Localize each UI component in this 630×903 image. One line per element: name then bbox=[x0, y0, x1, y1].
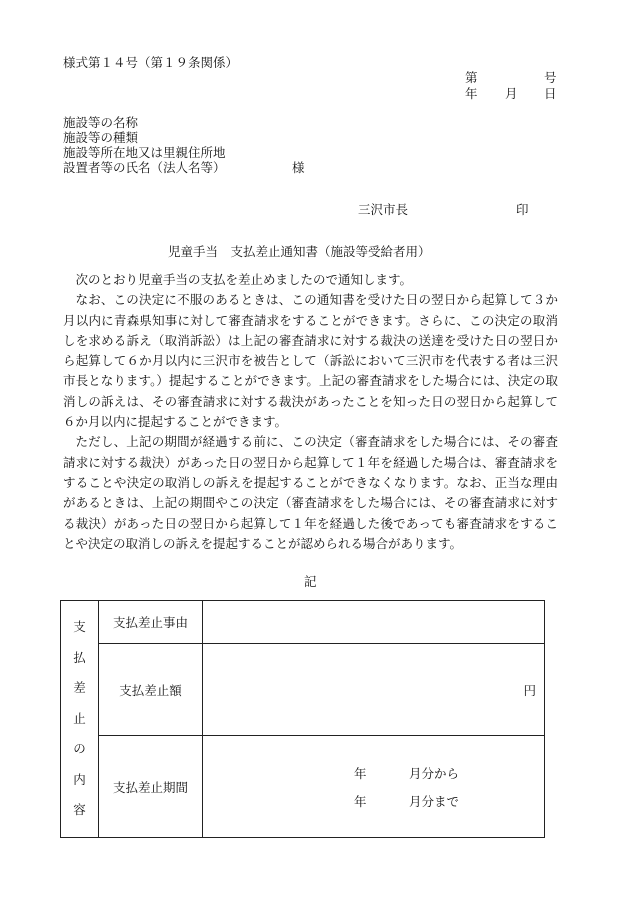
amount-unit: 円 bbox=[523, 682, 536, 698]
establisher-name-label: 設置者等の氏名（法人名等） bbox=[63, 160, 226, 175]
doc-number-prefix: 第 bbox=[465, 70, 478, 85]
date-month: 月 bbox=[505, 86, 518, 101]
period-to-month: 月分まで bbox=[409, 794, 460, 809]
honorific: 様 bbox=[292, 160, 305, 175]
amount-label: 支払差止額 bbox=[99, 644, 203, 736]
suspension-details-table bbox=[60, 600, 545, 838]
period-from-year: 年 bbox=[354, 766, 367, 781]
facility-address-label: 施設等所在地又は里親住所地 bbox=[63, 145, 226, 160]
document-title: 児童手当 支払差止通知書（施設等受給者用） bbox=[168, 244, 431, 259]
date-day: 日 bbox=[544, 86, 557, 101]
period-to-year: 年 bbox=[354, 794, 367, 809]
body-paragraph: なお、この決定に不服のあるときは、この通知書を受けた日の翌日から起算して３か月以内に青森県知事に対して審査請求をすることができます。さらに、この決定の取消しを求める訴え（取消訴訟）は上記の審査請求に対する裁決の送達を受けた日の翌日から起算して６か月以内に三沢市を被告として（訴訟において三沢市を代表する者は三沢市長となります。）提起することができます。上記の審査請求をした場合には、決定の取消しの訴えは、その審査請求に対する裁決があったことを知った日の翌日から起算して６か月以内に提起することができます。 bbox=[63, 292, 558, 430]
doc-number-suffix: 号 bbox=[544, 70, 557, 85]
body-paragraph: ただし、上記の期間が経過する前に、この決定（審査請求をした場合には、その審査請求に対する裁決）があった日の翌日から起算して１年を経過した場合は、審査請求をすることや決定の取消しの訴えを提起することができなくなります。なお、正当な理由があるときは、上記の期間やこの決定（審査請求をした場合には、その審査請求に対する裁決）があった日の翌日から起算して１年を経過した後であっても審査請求をすることや決定の取消しの訴えを提起することが認められる場合があります。 bbox=[63, 434, 558, 551]
amount-value-cell[interactable] bbox=[203, 644, 545, 736]
period-from-month: 月分から bbox=[409, 766, 460, 781]
issuer-title: 三沢市長 bbox=[358, 202, 409, 217]
facility-type-label: 施設等の種類 bbox=[63, 130, 139, 145]
period-label: 支払差止期間 bbox=[99, 736, 203, 838]
reason-value-cell[interactable] bbox=[203, 601, 545, 644]
form-number: 様式第１４号（第１９条関係） bbox=[63, 55, 239, 70]
ki-mark: 記 bbox=[304, 574, 317, 589]
reason-label: 支払差止事由 bbox=[99, 601, 203, 644]
period-value-cell[interactable] bbox=[203, 736, 545, 838]
seal-mark: 印 bbox=[516, 202, 529, 217]
side-label: 支 払 差 止 の 内 容 bbox=[61, 601, 99, 838]
body-paragraph: 次のとおり児童手当の支払を差止めましたので通知します。 bbox=[75, 272, 413, 287]
body-text bbox=[63, 270, 558, 554]
date-year: 年 bbox=[465, 86, 478, 101]
facility-name-label: 施設等の名称 bbox=[63, 115, 139, 130]
